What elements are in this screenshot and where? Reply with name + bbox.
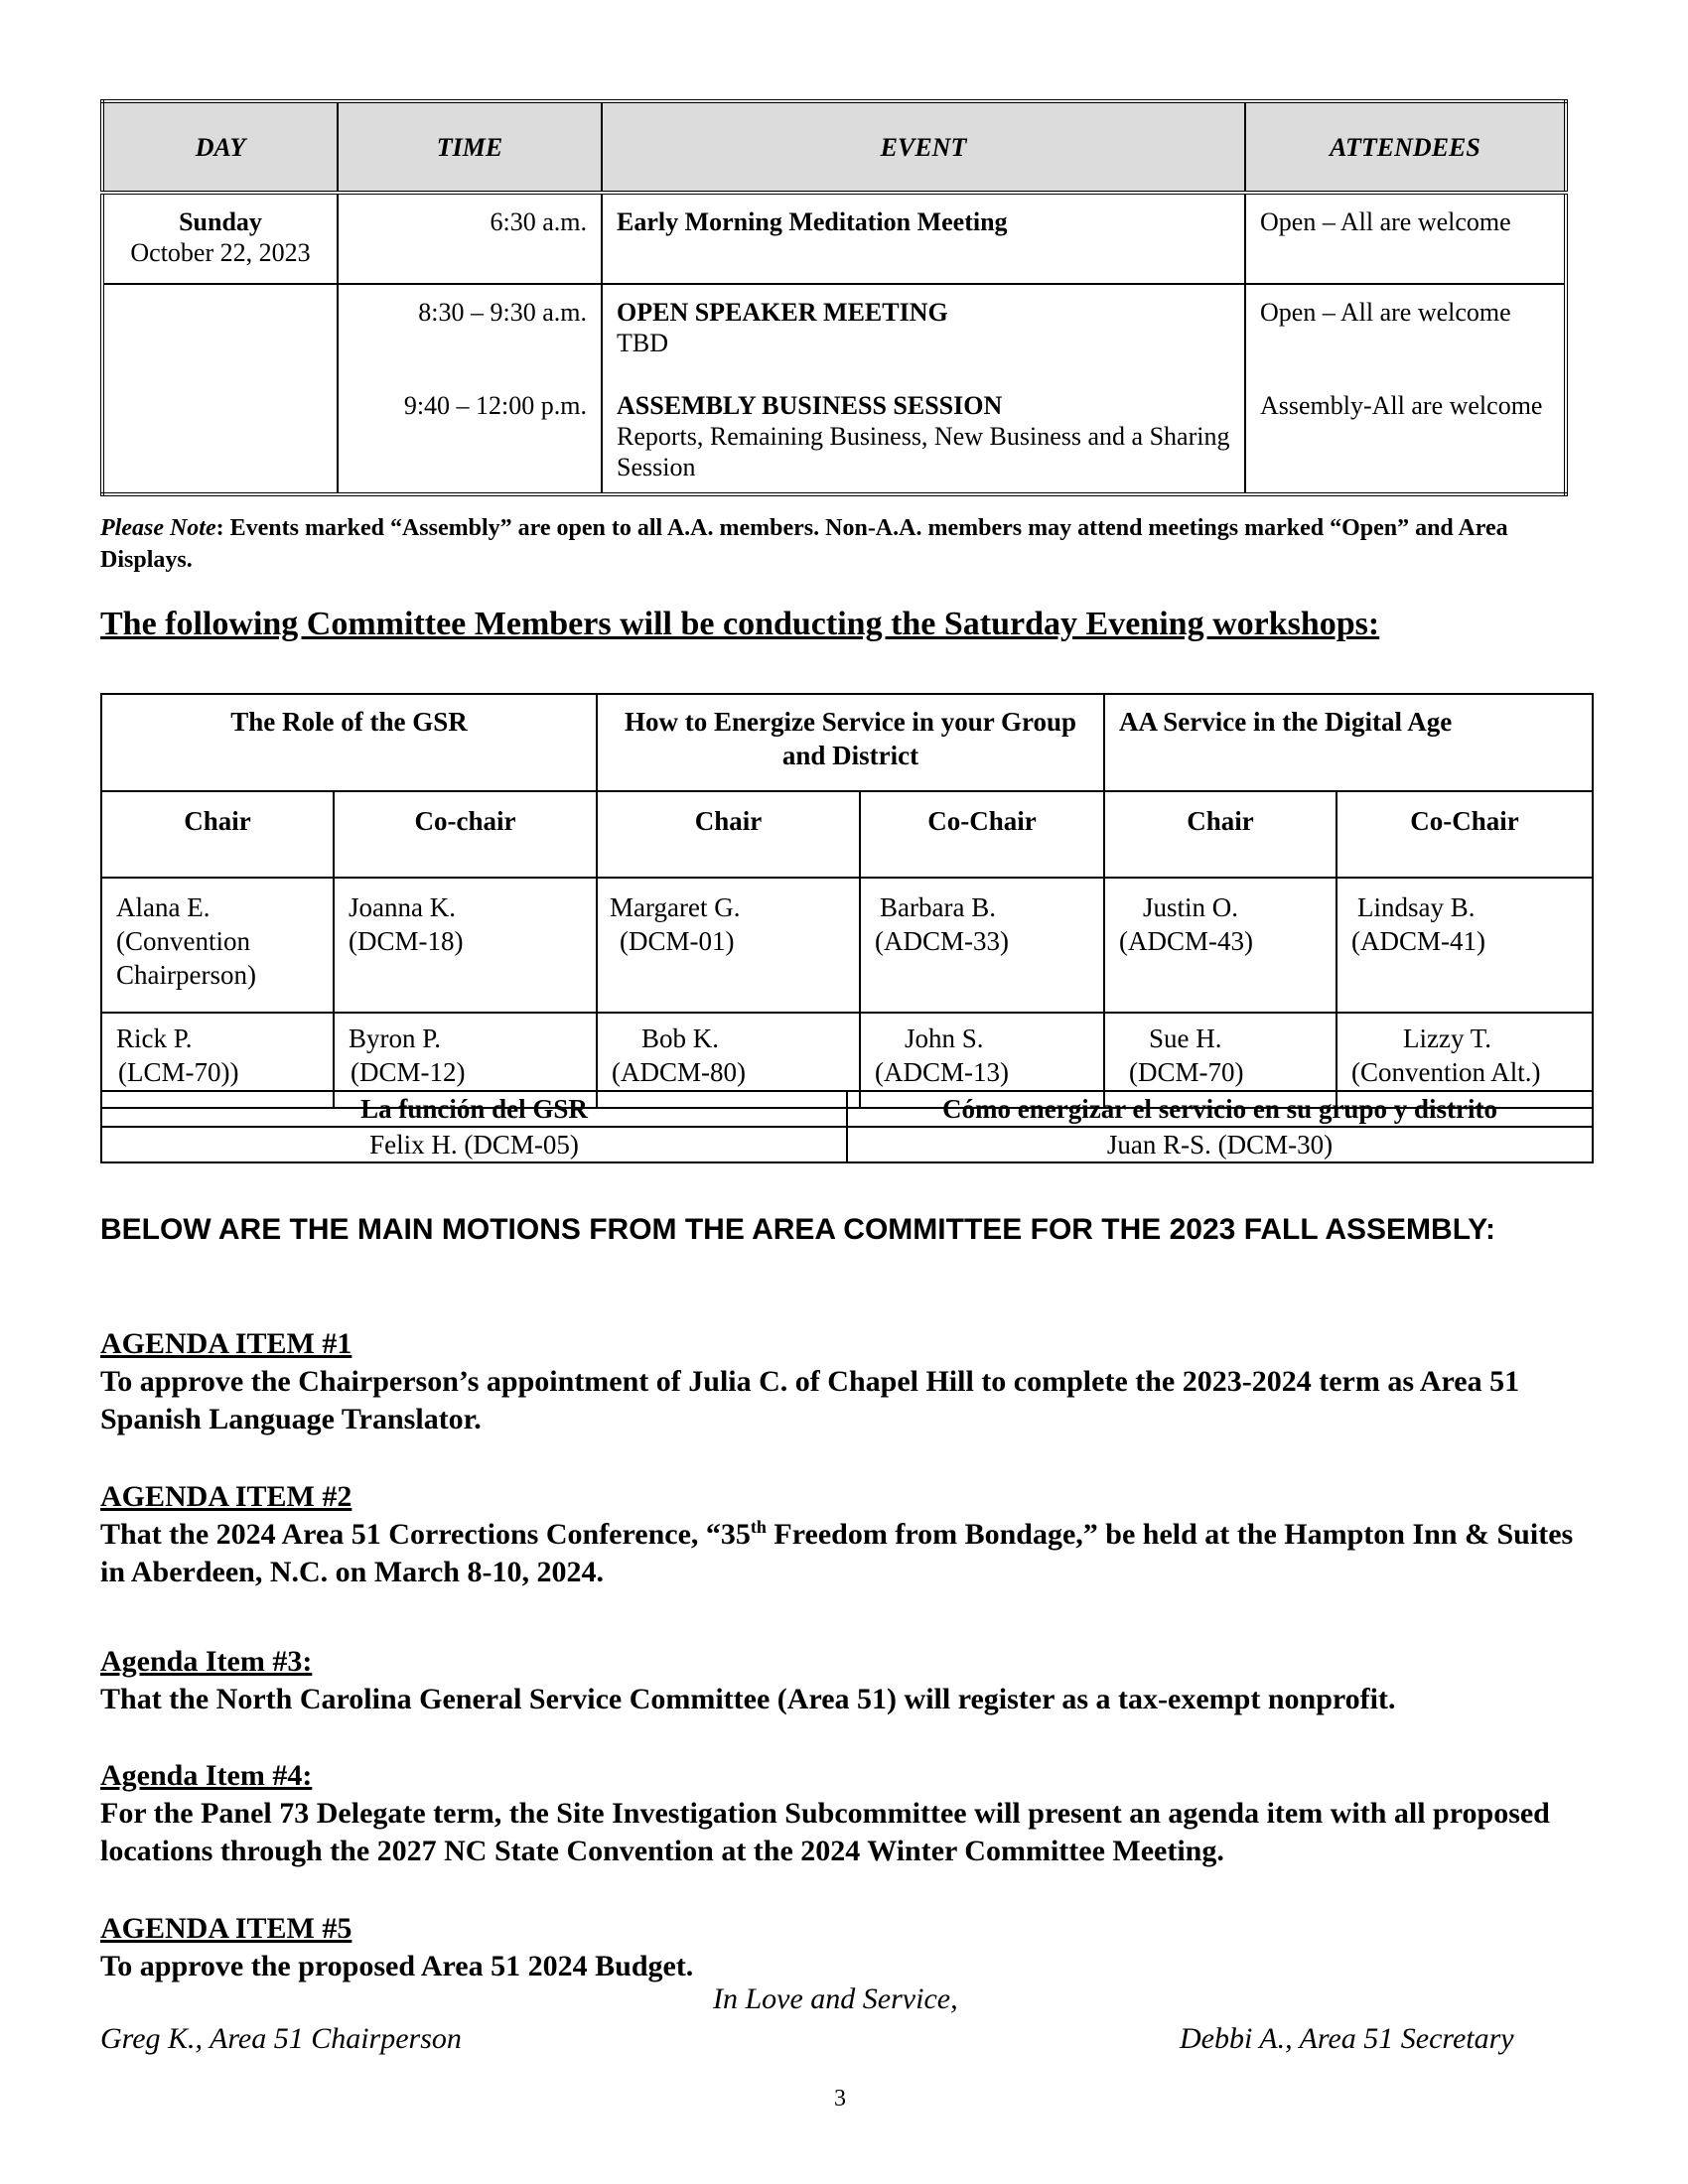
member-name: Margaret G. [610, 892, 741, 922]
header-event: EVENT [602, 101, 1245, 193]
closing-salutation: In Love and Service, [713, 1982, 958, 2015]
member-name: Sue H. [1149, 1024, 1222, 1053]
member-role: (DCM-01) [620, 926, 735, 956]
event-title: Early Morning Meditation Meeting [617, 207, 1008, 236]
event-title: OPEN SPEAKER MEETING [617, 298, 948, 327]
agenda-item [100, 1325, 1600, 1438]
agenda-item-text: That the 2024 Area 51 Corrections Conference, “35th Freedom from Bondage,” be held at the Hampton Inn & Suites in Aberdeen, N.C. on March 8-10, 2024. [100, 1517, 1574, 1588]
member-role: (ADCM-43) [1119, 926, 1253, 956]
agenda-item-text: For the Panel 73 Delegate term, the Site Investigation Subcommittee will present an agenda item with all proposed locations through the 2027 NC State Convention at the 2024 Winter Committee Meeting. [100, 1797, 1550, 1867]
chair-signature: Greg K., Area 51 Chairperson [100, 2022, 462, 2055]
member-name: Byron P. [349, 1024, 442, 1053]
agenda-item [100, 1910, 1600, 1985]
role-label: Co-chair [334, 791, 597, 878]
role-label: Chair [101, 791, 334, 878]
day-date: October 22, 2023 [130, 238, 311, 267]
workshop-title: AA Service in the Digital Age [1104, 694, 1593, 791]
agenda-item-text: To approve the Chairperson’s appointment of Julia C. of Chapel Hill to complete the 2023-2024 term as Area 51 Spanish Language Translator. [100, 1365, 1520, 1435]
workshop-names-row [101, 878, 1593, 1013]
member-role: (DCM-70) [1129, 1057, 1244, 1087]
schedule-row [102, 284, 1566, 494]
agenda-item [100, 1757, 1600, 1870]
member-name: Joanna K. [349, 892, 456, 922]
member-name: Barbara B. [880, 892, 996, 922]
please-note [100, 512, 1590, 576]
agenda-item-text: That the North Carolina General Service Committee (Area 51) will register as a tax-exempt nonprofit. [100, 1683, 1396, 1715]
time-cell [338, 284, 602, 494]
time-1: 8:30 – 9:30 a.m. [418, 298, 587, 327]
time-cell: 6:30 a.m. [338, 193, 602, 284]
spanish-member: Juan R-S. (DCM-30) [847, 1127, 1593, 1162]
role-label: Co-Chair [1336, 791, 1593, 878]
member-name: Justin O. [1143, 892, 1239, 922]
role-label: Chair [597, 791, 860, 878]
spanish-member: Felix H. (DCM-05) [101, 1127, 847, 1162]
note-label: Please Note [100, 515, 216, 541]
event-desc: TBD [617, 329, 668, 357]
spanish-workshop-table [100, 1090, 1594, 1163]
event-title: ASSEMBLY BUSINESS SESSION [617, 391, 1003, 420]
member-role: (Convention [116, 926, 250, 956]
schedule-row [102, 193, 1566, 284]
agenda-item-label: AGENDA ITEM #1 [100, 1327, 352, 1360]
member-cell [334, 878, 597, 1013]
workshop-roles-row [101, 791, 1593, 878]
agenda-item [100, 1478, 1600, 1591]
member-role: (Convention Alt.) [1351, 1057, 1541, 1087]
workshops-heading: The following Committee Members will be conducting the Saturday Evening workshops: [100, 606, 1380, 642]
member-role: (ADCM-33) [875, 926, 1009, 956]
member-cell [1104, 878, 1336, 1013]
member-role: (ADCM-13) [875, 1057, 1009, 1087]
member-role: (LCM-70)) [118, 1057, 239, 1087]
day-name: Sunday [179, 207, 262, 236]
role-label: Chair [1104, 791, 1336, 878]
member-name: John S. [905, 1024, 984, 1053]
spanish-workshop-title: La función del GSR [101, 1091, 847, 1127]
member-role: (ADCM-80) [612, 1057, 746, 1087]
agenda-item [100, 1643, 1600, 1718]
member-name: Alana E. [116, 892, 211, 922]
spanish-value-row [101, 1127, 1593, 1162]
workshop-titles-row [101, 694, 1593, 791]
member-name: Lindsay B. [1357, 892, 1476, 922]
member-name: Lizzy T. [1403, 1024, 1491, 1053]
workshop-table [100, 693, 1594, 1109]
member-role: (DCM-12) [351, 1057, 466, 1087]
header-time: TIME [338, 101, 602, 193]
agenda-item-label: AGENDA ITEM #5 [100, 1912, 352, 1945]
member-cell [1336, 878, 1593, 1013]
page-number: 3 [834, 2086, 846, 2112]
event-cell [602, 193, 1245, 284]
spanish-header-row [101, 1091, 1593, 1127]
member-name: Rick P. [116, 1024, 193, 1053]
agenda-item-label: Agenda Item #4: [100, 1759, 313, 1792]
header-day: DAY [102, 101, 338, 193]
schedule-table [100, 99, 1568, 496]
workshop-title: The Role of the GSR [101, 694, 597, 791]
member-role: (DCM-18) [349, 926, 464, 956]
schedule-header-row [102, 101, 1566, 193]
day-cell [102, 284, 338, 494]
motions-heading: BELOW ARE THE MAIN MOTIONS FROM THE AREA COMMITTEE FOR THE 2023 FALL ASSEMBLY: [100, 1213, 1496, 1246]
attendees-2: Assembly-All are welcome [1260, 391, 1543, 420]
note-text: : Events marked “Assembly” are open to all A.A. members. Non-A.A. members may attend meetings marked “Open” and Area Displays. [100, 515, 1508, 573]
workshop-title: How to Energize Service in your Group and District [597, 694, 1104, 791]
agenda-item-label: AGENDA ITEM #2 [100, 1480, 352, 1513]
header-attendees: ATTENDEES [1245, 101, 1566, 193]
agenda-item-label: Agenda Item #3: [100, 1645, 313, 1678]
spanish-workshop-title: Cómo energizar el servicio en su grupo y distrito [847, 1091, 1593, 1127]
member-name: Bob K. [641, 1024, 720, 1053]
member-cell [101, 878, 334, 1013]
agenda-item-text: To approve the proposed Area 51 2024 Budget. [100, 1950, 694, 1982]
secretary-signature: Debbi A., Area 51 Secretary [1180, 2022, 1514, 2055]
attendees-cell [1245, 284, 1566, 494]
event-cell [602, 284, 1245, 494]
member-role: (ADCM-41) [1351, 926, 1485, 956]
role-label: Co-Chair [860, 791, 1104, 878]
attendees-1: Open – All are welcome [1260, 298, 1511, 327]
event-desc: Reports, Remaining Business, New Business and a Sharing Session [617, 422, 1230, 481]
member-role: Chairperson) [116, 960, 256, 990]
member-cell [860, 878, 1104, 1013]
time-2: 9:40 – 12:00 p.m. [403, 391, 587, 420]
attendees-cell: Open – All are welcome [1245, 193, 1566, 284]
member-cell [597, 878, 860, 1013]
day-cell [102, 193, 338, 284]
